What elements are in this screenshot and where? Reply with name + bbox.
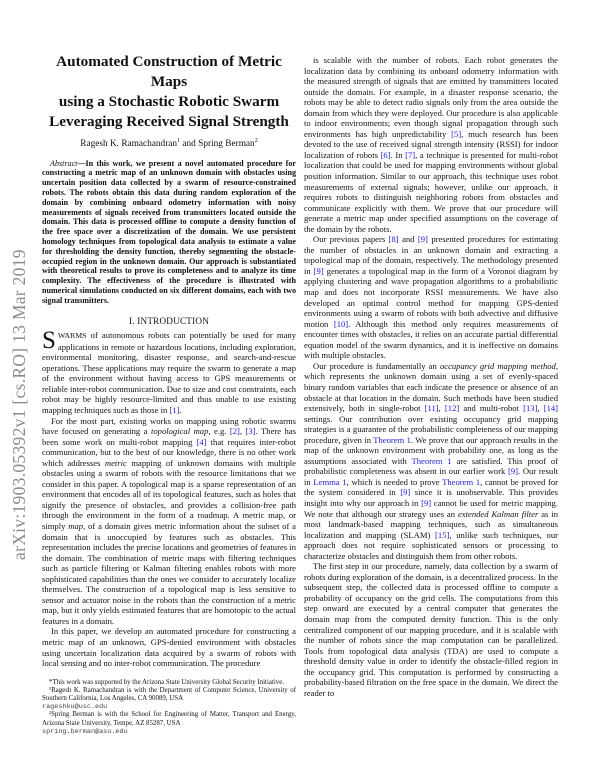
paragraph (304, 361, 558, 561)
citation-link[interactable]: [15] (435, 529, 450, 540)
text-run: settings. Our contribution over existing occupancy grid mapping strategies is a guarantee of the probabilistic completeness of our mapping procedure, given in (304, 413, 558, 445)
abstract-text: —In this work, we present a novel automated procedure for constructing a metric map of an unknown domain with obstacles using uncertain position data collected by a swarm of resource-constrained robots. The robots obtain this data during random exploration of the domain by combining onboard odometry information with noisy measurements of signals received from transmitters located outside the domain. This data is processed offline to compute a density function of the free space over a discretization of the domain. We use persistent homology techniques from topological data analysis to estimate a value for thresholding the density function, thereby segmenting the obstacle-occupied region in the unknown domain. Our approach is substantiated with theoretical results to prove its completeness and to analyze its time complexity. The effectiveness of the procedure is illustrated with numerical simulations conducted on six different domains, each with two signal transmitters. (42, 158, 296, 305)
text-run: , (537, 403, 544, 414)
citation-link[interactable]: [2] (229, 426, 240, 437)
footnote (42, 679, 296, 687)
drop-cap: S (42, 327, 56, 355)
footnote (42, 687, 296, 712)
footnote-text: ²Spring Berman is with the School for Engineering of Matter, Transport and Energy, Arizona State University, Tempe, AZ 85287, USA (42, 711, 296, 727)
citation-link[interactable]: [4] (196, 436, 207, 447)
text-run: presented procedures for estimating the number of obstacles in an unknown domain and extracting a topological map of the domain, respectively. The methodology presented in (304, 234, 558, 276)
text-run: . Our result in (304, 466, 558, 487)
text-run: cannot be used for metric mapping. We note that although our strategy uses an (304, 497, 559, 519)
text-run: mapping of unknown domains with multiple obstacles using a swarm of robots with the resource limitations that we consider in this paper. A topological map is a sparse representation of an environment that encodes all of its topological features, such as holes that signify the presence of obstacles, and provides a collision-free path through the environment in the form of a roadmap. A metric map, or simply (42, 457, 296, 531)
right-body (304, 55, 558, 698)
citation-link[interactable]: Lemma 1 (313, 476, 347, 487)
emphasis-text: metric (104, 457, 127, 468)
text-run: . There has been some work on multi-robot mapping (42, 426, 296, 447)
text-run: , which is needed to prove (346, 476, 443, 487)
text-run: , unlike such techniques, our approach does not require sophisticated sensors or processing to characterize obstacles and distinguish them from other robots. (304, 529, 558, 561)
paragraph (304, 55, 558, 234)
citation-link[interactable]: [5] (451, 128, 462, 139)
right-column (304, 55, 558, 698)
title-line: Automated Construction of Metric Maps (56, 53, 282, 90)
text-run: . We prove that our approach results in the map of the unknown environment with probability one, as long as the assumptions associated with (304, 434, 558, 466)
citation-link[interactable]: [1] (169, 404, 180, 415)
left-column (42, 52, 296, 736)
citation-link[interactable]: [14] (543, 403, 559, 414)
abstract (42, 159, 296, 306)
text-run: since it is unobservable. This provides insight into why our approach in (304, 487, 558, 508)
text-run: generates a topological map in the form of a Voronoi diagram by applying clustering and wave propagation algorithms to a probabilistic map and does not incorporate RSSI measurements. We have also developed an optimal control method for mapping GPS-denied environments using a swarm of robots with both advective and diffusive motion (304, 265, 558, 329)
small-caps-lead: WARMS (57, 331, 87, 341)
paper-title (42, 52, 296, 132)
text-run: , a technique is presented for multi-robot localization that could be used for mapping environments without global position information. Similar to our approach, this technique uses robot measurements of external signals; however, unlike our approach, it requires robots to distinguish neighboring robots from obstacles and communicate explicitly with them. We prove that our procedure will generate a metric map under specified assumptions on the coverage of the domain by the robots. (304, 149, 558, 234)
text-run: , much research has been devoted to the use of received signal strength intensity (RSSI) for indoor localization of robots (304, 128, 558, 160)
section-heading-text: I. INTRODUCTION (128, 315, 210, 326)
author-name: Spring Berman (198, 139, 255, 150)
text-run: and multi-robot (459, 403, 524, 414)
text-run: that requires inter-robot communication, but to the best of our knowledge, there is no other work which addresses (42, 436, 296, 468)
author-affil-mark: 1 (177, 138, 181, 144)
arxiv-stamp: arXiv:1903.05392v1 [cs.RO] 13 Mar 2019 (9, 249, 29, 560)
text-run: Our previous papers (313, 234, 389, 245)
text-run: , which represents the unknown domain using a set of evenly-spaced binary random variables that each indicate the presence or absence of an obstacle at that location in the domain. Such methods have been studied extensively, both in single-robot (304, 360, 558, 414)
author-separator: and (180, 139, 199, 150)
title-line: using a Stochastic Robotic Swarm (58, 93, 280, 110)
email-link[interactable]: rageshku@usc.edu (42, 703, 108, 712)
citation-link[interactable]: Theorem 1 (411, 455, 452, 466)
text-run: and (398, 234, 418, 245)
citation-link[interactable]: [9] (507, 466, 518, 477)
text-run: In this paper, we develop an automated procedure for constructing a metric map of an unknown, GPS-denied environment with obstacles using uncertain localization data acquired by a swarm of robots with local sensing and no inter-robot communication. The procedure (42, 626, 296, 669)
citation-link[interactable]: [11] (424, 403, 439, 414)
citation-link[interactable]: [13] (523, 403, 538, 414)
text-run: is scalable with the number of robots. Each robot generates the localization data by combining its onboard odometry information with the measured strength of signals that are emitted by transmitters located outside the domain. For example, in a disaster response scenario, the robots may be able to detect radio signals only from the area outside the domain from which they were deployed. Our procedure is also applicable to indoor environments; even though signal propagation through such environments has high unpredictability (304, 55, 558, 139)
citation-link[interactable]: [12] (444, 403, 460, 414)
left-body (42, 327, 296, 669)
footnote-text: ¹Ragesh K. Ramachandran is with the Department of Computer Science, University of Southern California, Los Angeles, CA 90089, USA (42, 686, 296, 703)
citation-link[interactable]: [7] (405, 149, 416, 160)
emphasis-text: topological map (150, 426, 209, 437)
citation-link[interactable]: [10] (333, 318, 349, 329)
title-line: Leveraging Received Signal Strength (49, 113, 289, 130)
citation-link[interactable]: Theorem 1 (442, 476, 481, 487)
text-run: as in most landmark-based mapping techniques, such as simultaneous localization and mapping (SLAM) (304, 508, 559, 540)
authors (42, 136, 296, 150)
text-run: , cannot be proved for the system considered in (304, 476, 558, 498)
text-run: Our procedure is fundamentally an (313, 360, 440, 371)
footnotes (42, 679, 296, 736)
citation-link[interactable]: [9] (421, 497, 432, 508)
paragraph (42, 327, 296, 415)
emphasis-text: map (68, 520, 84, 531)
emphasis-text: occupancy grid mapping method (439, 360, 556, 371)
text-run: , e.g. (208, 426, 230, 437)
citation-link[interactable]: Theorem 1 (373, 434, 411, 445)
text-run: , (239, 426, 246, 437)
text-run: The first step in our procedure, namely, data collection by a swarm of robots during exploration of the domain, is a decentralized process. In the subsequent step, the collected data is processed offline to compute a probability of occupancy on the grid cells. The computations from this step onward are executed by a central computer that generates the domain map from the computed density function. This is the only centralized component of our mapping procedure, and it is scalable with the number of robots since the map computation can be parallelized. Tools from topological data analysis (TDA) are used to compute a threshold density value in order to identify the obstacle-filled region in the occupancy grid. This computation is performed by constructing a probability-based filtration on the free space in the domain. We direct the reader to (304, 561, 558, 698)
email-link[interactable]: spring.berman@asu.edu (42, 727, 128, 736)
author-affil-mark: 2 (254, 138, 258, 144)
citation-link[interactable]: [9] (417, 234, 428, 245)
text-run: . Although this method only requires measurements of encounter times with obstacles, it relies on an accurate partial differential equation model of the swarm dynamics, and it is ineffective on domains with multiple obstacles. (304, 318, 559, 361)
text-run: , (438, 403, 445, 414)
footnote-text: *This work was supported by the Arizona State University Global Security Initiative. (49, 678, 285, 686)
abstract-label: Abstract (50, 158, 78, 168)
paragraph (304, 234, 558, 361)
text-run: For the most part, existing works on mapping using robotic swarms have focused on generating a (42, 415, 296, 437)
citation-link[interactable]: [9] (400, 487, 411, 498)
emphasis-text: extended Kalman filter (457, 508, 539, 519)
author-name: Ragesh K. Ramachandran (80, 139, 178, 150)
citation-link[interactable]: [9] (313, 265, 324, 276)
text-run: are satisfied. This proof of probabilistic completeness was absent in our earlier work (304, 455, 558, 477)
text-run: . In (390, 149, 406, 160)
text-run: , of a domain gives metric information about the subset of a domain that is unoccupied by features such as obstacles. This representation includes the precise locations and geometries of features in the domain. The combination of metric maps with filtering techniques such as particle filtering or Kalman filtering enables robots with more sophisticated capabilities than the ones we consider to accurately localize themselves. The construction of a topological map is less sensitive to sensor and actuator noise in the robots than the construction of a metric map, but it only yields estimated features that are homotopic to the actual features in a domain. (42, 520, 296, 626)
paragraph (42, 626, 296, 668)
citation-link[interactable]: [8] (388, 234, 399, 245)
text-run: . (179, 404, 182, 415)
text-run: of autonomous robots can potentially be used for many applications in remote or hazardous locations, including exploration, environmental monitoring, disaster response, and search-and-rescue operations. These applications may require the swarm to generate a map of the environment without having access to GPS measurements or reliable inter-robot communication. Due to size and cost constraints, each robot may be highly resource-limited and thus unable to use existing mapping techniques such as those in (42, 330, 296, 415)
paragraph (304, 561, 558, 698)
footnote (42, 711, 296, 736)
paragraph (42, 416, 296, 627)
citation-link[interactable]: [3] (245, 426, 256, 437)
citation-link[interactable]: [6] (380, 149, 391, 160)
section-heading (42, 316, 296, 327)
